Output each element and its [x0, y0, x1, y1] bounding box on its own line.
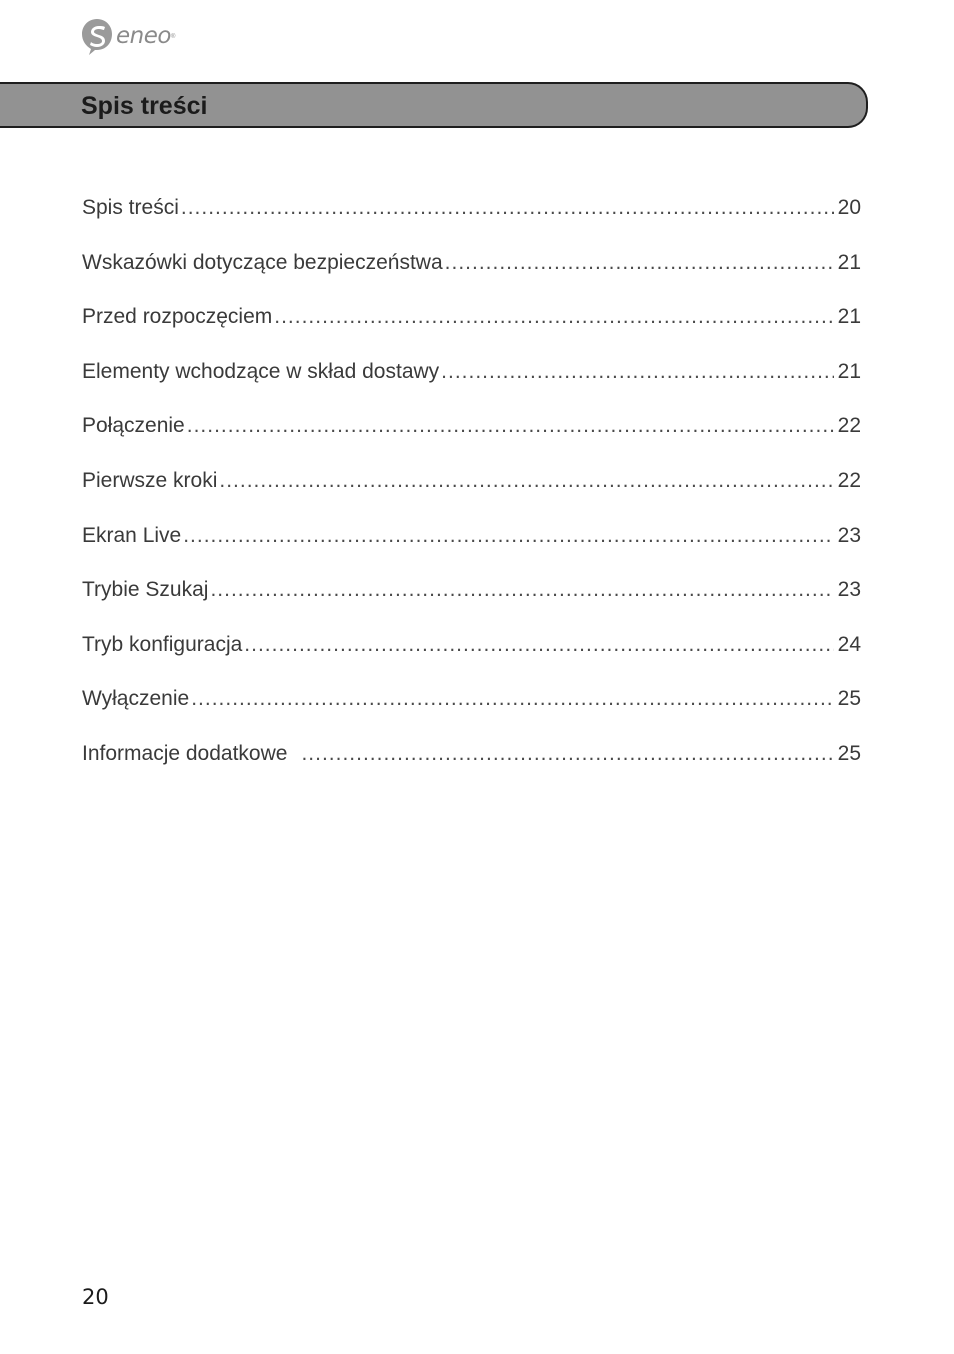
toc-leader-dots	[274, 305, 833, 329]
toc-entry-page: 25	[837, 687, 861, 711]
toc-entry-page: 20	[837, 196, 861, 219]
toc-entry[interactable]	[82, 742, 861, 797]
toc-leader-dots	[244, 633, 833, 657]
toc-entry[interactable]	[82, 360, 861, 415]
toc-entry[interactable]	[82, 414, 861, 469]
brand-name: eneo	[116, 23, 171, 49]
toc-entry-label: Tryb konfiguracja	[82, 632, 243, 656]
toc-entry[interactable]	[82, 305, 861, 360]
toc-entry-page: 23	[837, 578, 861, 602]
toc-entry-page: 23	[837, 523, 861, 547]
toc-leader-dots	[210, 578, 833, 602]
toc-leader-dots	[301, 742, 833, 766]
toc-entry-page: 21	[837, 250, 861, 274]
toc-entry-page: 22	[837, 414, 861, 438]
toc-entry-label: Wskazówki dotyczące bezpieczeństwa	[82, 250, 443, 274]
toc-entry-label: Elementy wchodzące w skład dostawy	[82, 359, 440, 383]
page-title: Spis treści	[81, 92, 208, 120]
toc-leader-dots	[183, 524, 833, 548]
toc-entry[interactable]	[82, 524, 861, 579]
eneo-logo-icon	[80, 17, 114, 57]
table-of-contents	[82, 196, 861, 797]
toc-leader-dots	[445, 251, 834, 275]
toc-entry[interactable]	[82, 196, 861, 251]
toc-leader-dots	[219, 469, 833, 493]
toc-entry-label: Pierwsze kroki	[82, 468, 218, 492]
toc-entry[interactable]	[82, 578, 861, 633]
registered-mark: ®	[170, 34, 176, 40]
toc-entry-page: 24	[837, 632, 861, 656]
toc-entry-page: 21	[837, 359, 861, 383]
toc-entry-page: 22	[837, 468, 861, 492]
toc-entry-label: Wyłączenie	[82, 687, 190, 711]
brand-logo	[80, 16, 175, 58]
toc-leader-dots	[191, 687, 833, 711]
toc-entry-page: 25	[837, 741, 861, 765]
toc-leader-dots	[181, 196, 834, 220]
toc-entry-label: Trybie Szukaj	[82, 578, 209, 602]
toc-entry-label: Przed rozpoczęciem	[82, 305, 273, 329]
toc-entry-label: Spis treści	[82, 196, 179, 219]
toc-entry[interactable]	[82, 251, 861, 306]
toc-entry-label: Połączenie	[82, 414, 185, 438]
toc-leader-dots	[187, 414, 834, 438]
toc-entry-page: 21	[837, 305, 861, 329]
toc-entry-label: Ekran Live	[82, 523, 182, 547]
toc-entry[interactable]	[82, 687, 861, 742]
toc-entry[interactable]	[82, 469, 861, 524]
page-number: 20	[82, 1285, 109, 1309]
toc-entry[interactable]	[82, 633, 861, 688]
toc-entry-label: Informacje dodatkowe	[82, 741, 288, 765]
toc-leader-dots	[441, 360, 833, 384]
